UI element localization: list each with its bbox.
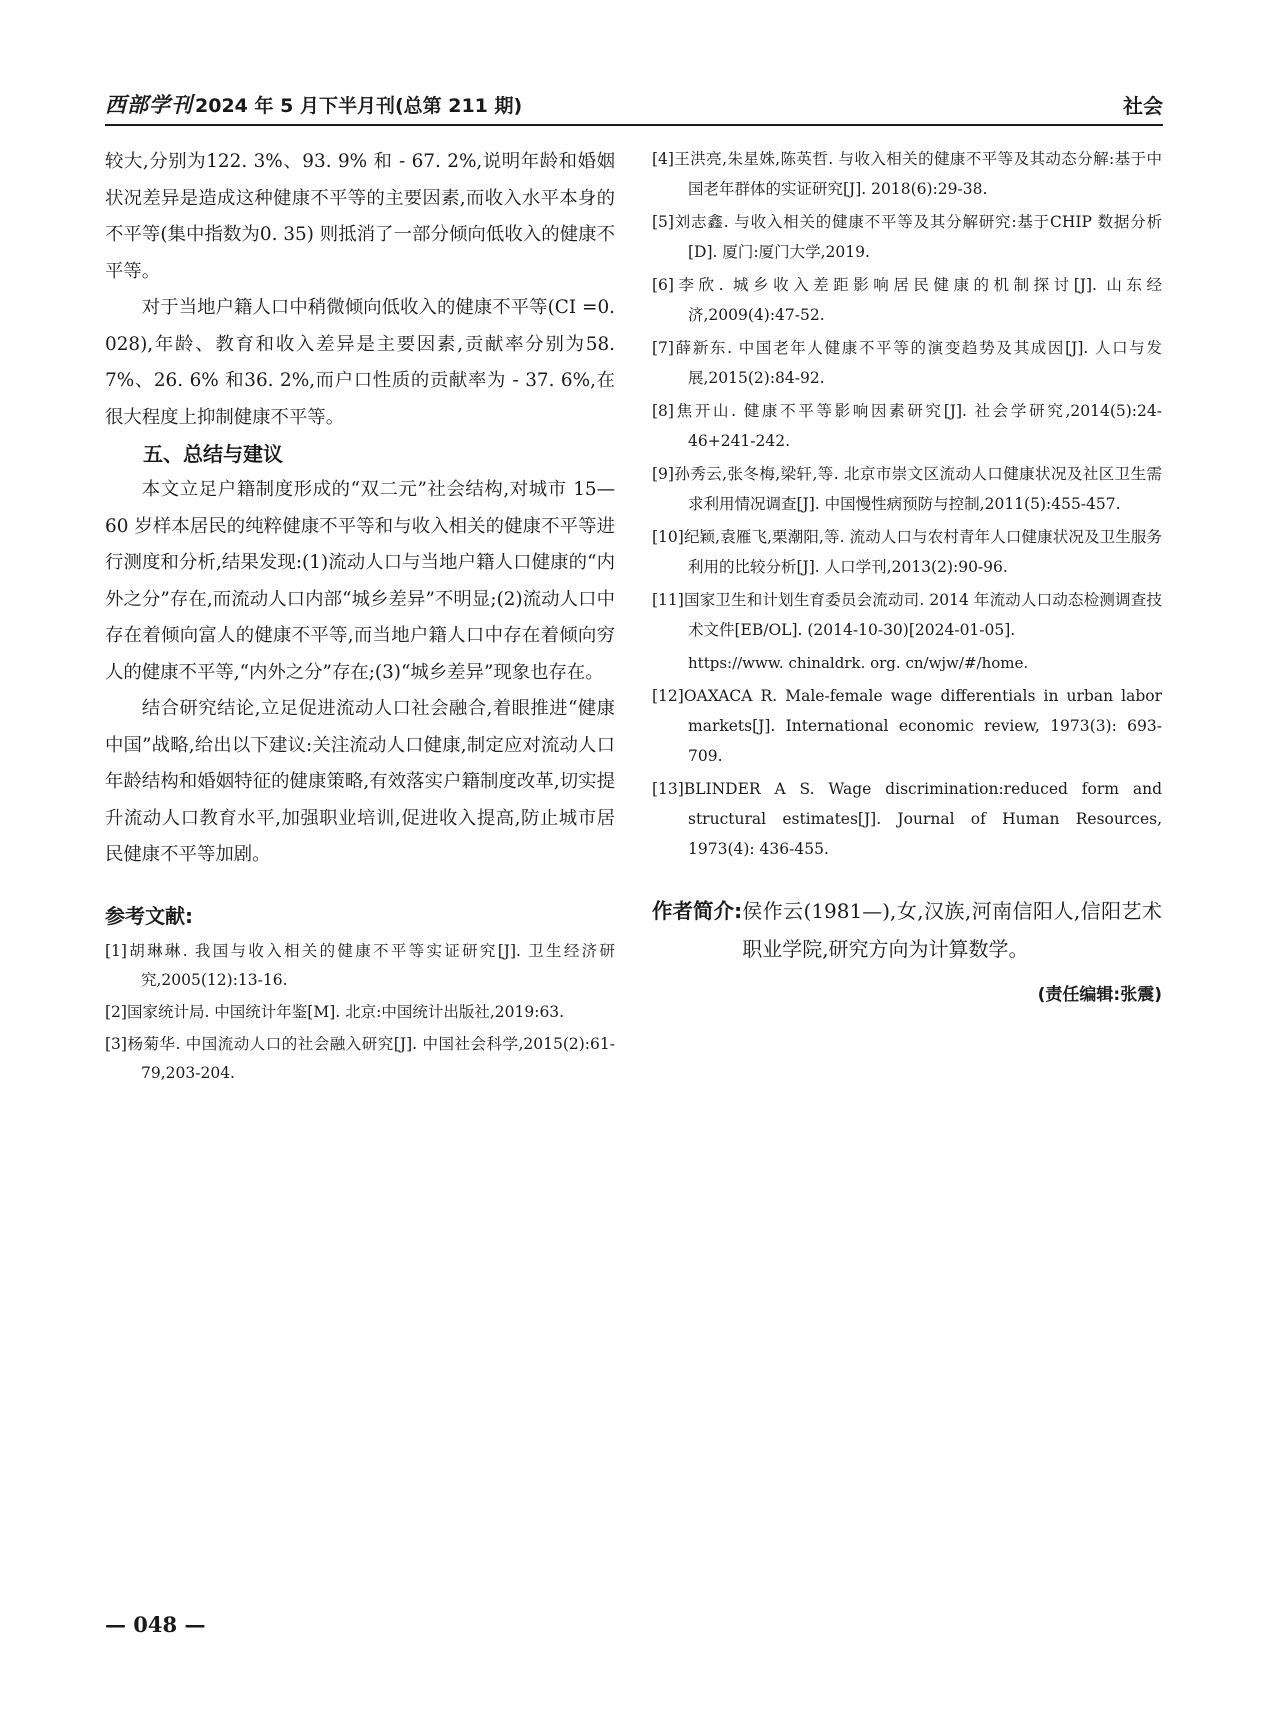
reference-item: [7]薛新东. 中国老年人健康不平等的演变趋势及其成因[J]. 人口与发展,2015(2):84-92. <box>652 339 1162 387</box>
references-heading: 参考文献: <box>105 903 193 928</box>
reference-item: [10]纪颖,袁雁飞,栗潮阳,等. 流动人口与农村青年人口健康状况及卫生服务利用的比较分析[J]. 人口学刊,2013(2):90-96. <box>652 528 1162 576</box>
author-text: 侯作云(1981—),女,汉族,河南信阳人,信阳艺术职业学院,研究方向为计算数学。 <box>742 899 1162 961</box>
author-label: 作者简介: <box>652 899 743 923</box>
right-column <box>652 144 1162 1005</box>
reference-item: [3]杨菊华. 中国流动人口的社会融入研究[J]. 中国社会科学,2015(2):61-79,203-204. <box>105 1034 615 1082</box>
author-bio <box>652 892 1162 968</box>
reference-item: [5]刘志鑫. 与收入相关的健康不平等及其分解研究:基于CHIP 数据分析[D]. 厦门:厦门大学,2019. <box>652 213 1162 261</box>
journal-logo: 西部学刊 <box>105 92 193 117</box>
reference-item: [13]BLINDER A S. Wage discrimination:reduced form and structural estimates[J]. Journal of Human Resources, 1973(4): 436-455. <box>652 780 1162 858</box>
reference-item: [4]王洪亮,朱星姝,陈英哲. 与收入相关的健康不平等及其动态分解:基于中国老年群体的实证研究[J]. 2018(6):29-38. <box>652 150 1162 198</box>
reference-url: https://www. chinaldrk. org. cn/wjw/#/home. <box>688 654 1029 672</box>
responsible-editor: (责任编辑:张震) <box>1037 985 1162 1005</box>
reference-item: [6]李欣. 城乡收入差距影响居民健康的机制探讨[J]. 山东经济,2009(4):47-52. <box>652 276 1162 324</box>
reference-item: [2]国家统计局. 中国统计年鉴[M]. 北京:中国统计出版社,2019:63. <box>105 1002 565 1021</box>
page-number: — 048 — <box>105 1612 206 1637</box>
left-column <box>105 144 615 1091</box>
section-tag: 社会 <box>1123 93 1163 118</box>
paragraph-4: 结合研究结论,立足促进流动人口社会融合,着眼推进“健康中国”战略,给出以下建议:关注流动人口健康,制定应对流动人口年龄结构和婚姻特征的健康策略,有效落实户籍制度改革,切实提升流动人口教育水平,加强职业培训,促进收入提高,防止城市居民健康不平等加剧。 <box>105 698 615 865</box>
page-header <box>105 84 1163 126</box>
reference-item: [8]焦开山. 健康不平等影响因素研究[J]. 社会学研究,2014(5):24-46+241-242. <box>652 402 1162 450</box>
paragraph-3: 本文立足户籍制度形成的“双二元”社会结构,对城市 15—60 岁样本居民的纯粹健康不平等和与收入相关的健康不平等进行测度和分析,结果发现:(1)流动人口与当地户籍人口健康的“内外之分”存在,而流动人口内部“城乡差异”不明显;(2)流动人口中存在着倾向富人的健康不平等,而当地户籍人口中存在着倾向穷人的健康不平等,“内外之分”存在;(3)“城乡差异”现象也存在。 <box>105 479 615 683</box>
paragraph-2: 对于当地户籍人口中稍微倾向低收入的健康不平等(CI =0. 028),年龄、教育和收入差异是主要因素,贡献率分别为58. 7%、26. 6% 和36. 2%,而户口性质的贡献率为 - 37. 6%,在很大程度上抑制健康不平等。 <box>105 297 615 428</box>
paragraph-1: 较大,分别为122. 3%、93. 9% 和 - 67. 2%,说明年龄和婚姻状况差异是造成这种健康不平等的主要因素,而收入水平本身的不平等(集中指数为0. 35) 则抵消了一部分倾向低收入的健康不平等。 <box>105 151 615 282</box>
reference-item: [11]国家卫生和计划生育委员会流动司. 2014 年流动人口动态检测调查技术文件[EB/OL]. (2014-10-30)[2024-01-05]. <box>652 591 1162 639</box>
section-heading: 五、总结与建议 <box>143 442 283 466</box>
reference-item: [12]OAXACA R. Male-female wage differentials in urban labor markets[J]. International economic review, 1973(3): 693-709. <box>652 687 1162 765</box>
header-left <box>105 89 522 119</box>
issue-info: 2024 年 5 月下半月刊(总第 211 期) <box>195 95 523 117</box>
reference-item: [1]胡琳琳. 我国与收入相关的健康不平等实证研究[J]. 卫生经济研究,2005(12):13-16. <box>105 941 615 989</box>
reference-item: [9]孙秀云,张冬梅,梁轩,等. 北京市崇文区流动人口健康状况及社区卫生需求利用情况调查[J]. 中国慢性病预防与控制,2011(5):455-457. <box>652 465 1162 513</box>
